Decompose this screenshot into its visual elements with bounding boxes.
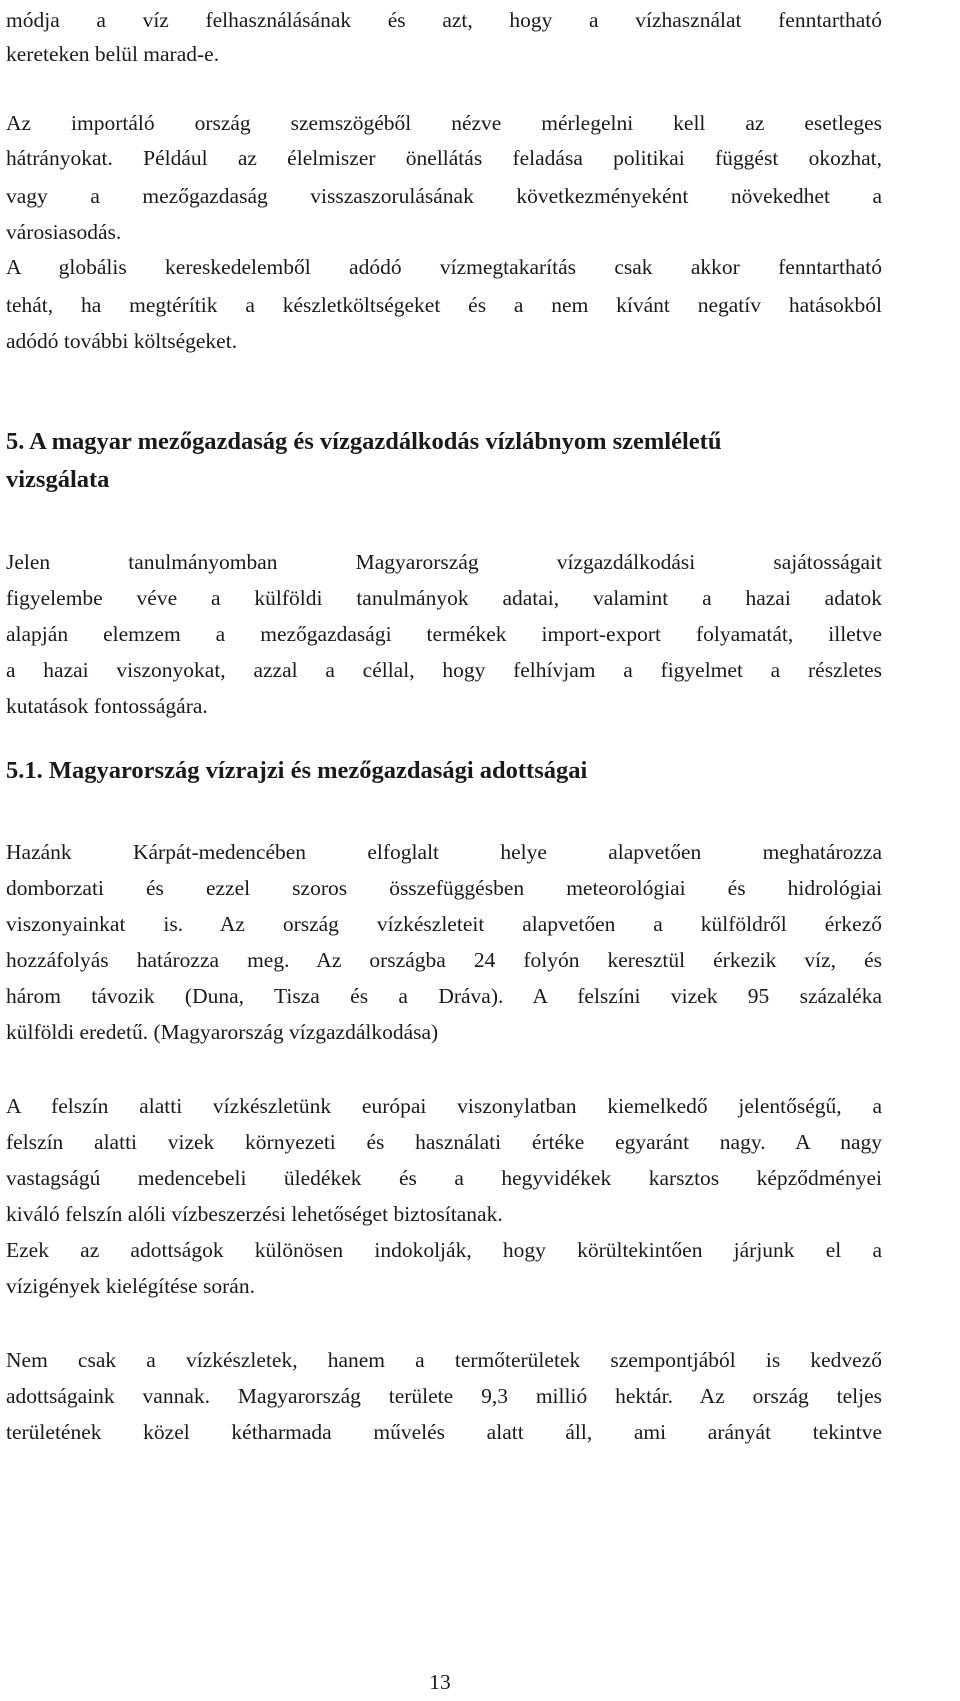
text-line: felszín alatti vizek környezeti és használati értéke egyaránt nagy. A nagy [6, 1130, 882, 1154]
text-line: viszonyainkat is. Az ország vízkészleteit alapvetően a külföldről érkező [6, 912, 882, 936]
text-line: Nem csak a vízkészletek, hanem a termőterületek szempontjából is kedvező [6, 1348, 882, 1372]
text-line: kutatások fontosságára. [6, 694, 208, 718]
text-line: városiasodás. [6, 220, 122, 244]
text-line: Az importáló ország szemszögéből nézve mérlegelni kell az esetleges [6, 111, 882, 135]
text-line: Hazánk Kárpát-medencében elfoglalt helye alapvetően meghatározza [6, 840, 882, 864]
text-line: három távozik (Duna, Tisza és a Dráva). A felszíni vizek 95 százaléka [6, 984, 882, 1008]
text-line: domborzati és ezzel szoros összefüggésben meteorológiai és hidrológiai [6, 876, 882, 900]
section-heading-cont: vizsgálata [6, 466, 110, 493]
text-line: vastagságú medencebeli üledékek és a hegyvidékek karsztos képződményei [6, 1166, 882, 1190]
text-line: figyelembe véve a külföldi tanulmányok adatai, valamint a hazai adatok [6, 586, 882, 610]
text-line: hátrányokat. Például az élelmiszer önellátás feladása politikai függést okozhat, [6, 146, 882, 170]
text-line: vagy a mezőgazdaság visszaszorulásának következményeként növekedhet a [6, 184, 882, 208]
text-line: adódó további költségeket. [6, 329, 238, 353]
text-line: kereteken belül marad-e. [6, 42, 220, 66]
text-line: Jelen tanulmányomban Magyarország vízgazdálkodási sajátosságait [6, 550, 882, 574]
text-line: külföldi eredetű. (Magyarország vízgazdálkodása) [6, 1020, 439, 1044]
text-line: kiváló felszín alóli vízbeszerzési lehetőséget biztosítanak. [6, 1202, 503, 1226]
text-line: vízigények kielégítése során. [6, 1274, 255, 1298]
text-line: területének közel kétharmada művelés alatt áll, ami arányát tekintve [6, 1420, 882, 1444]
subsection-heading: 5.1. Magyarország vízrajzi és mezőgazdasági adottságai [6, 757, 588, 784]
text-line: hozzáfolyás határozza meg. Az országba 24 folyón keresztül érkezik víz, és [6, 948, 882, 972]
text-line: Ezek az adottságok különösen indokolják, hogy körültekintően járjunk el a [6, 1238, 882, 1262]
text-line: módja a víz felhasználásának és azt, hogy a vízhasználat fenntartható [6, 8, 882, 32]
text-line: tehát, ha megtérítik a készletköltségeket és a nem kívánt negatív hatásokból [6, 293, 882, 317]
text-line: adottságaink vannak. Magyarország területe 9,3 millió hektár. Az ország teljes [6, 1384, 882, 1408]
text-line: alapján elemzem a mezőgazdasági termékek import-export folyamatát, illetve [6, 622, 882, 646]
text-line: a hazai viszonyokat, azzal a céllal, hogy felhívjam a figyelmet a részletes [6, 658, 882, 682]
text-line: A globális kereskedelemből adódó vízmegtakarítás csak akkor fenntartható [6, 255, 882, 279]
text-line: A felszín alatti vízkészletünk európai viszonylatban kiemelkedő jelentőségű, a [6, 1094, 882, 1118]
page-number: 13 [429, 1670, 451, 1694]
section-heading: 5. A magyar mezőgazdaság és vízgazdálkodás vízlábnyom szemléletű [6, 428, 722, 455]
